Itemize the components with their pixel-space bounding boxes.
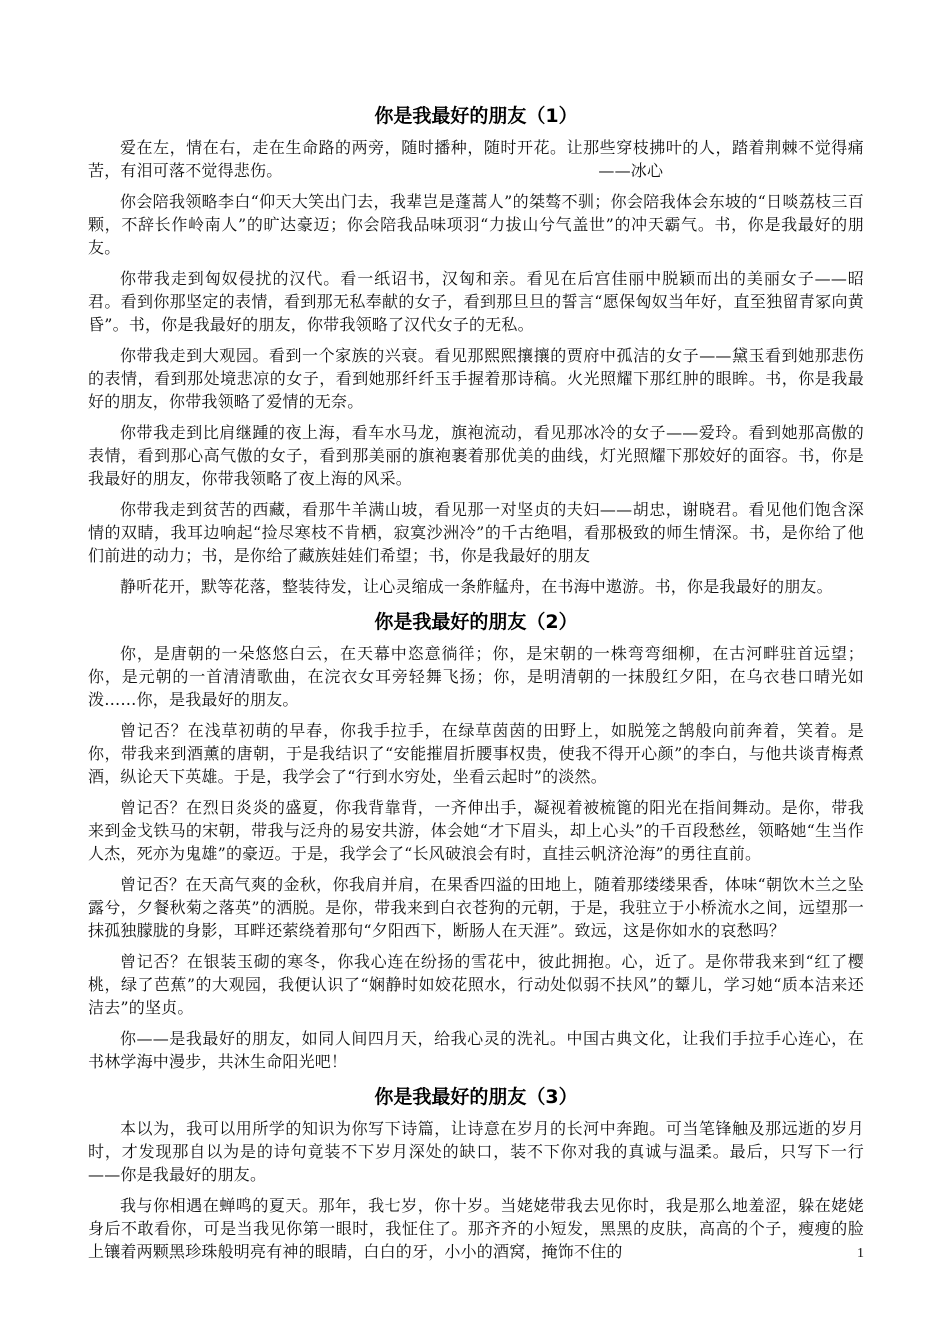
paragraph: 本以为，我可以用所学的知识为你写下诗篇，让诗意在岁月的长河中奔跑。可当笔锋触及那远逝的岁月时，才发现那自以为是的诗句竟装不下岁月深处的缺口，装不下你对我的真诚与温柔。最后，只写下一行——你是我最好的朋友。 — [88, 1119, 864, 1184]
paragraph: 你，是唐朝的一朵悠悠白云，在天幕中恣意徜徉；你，是宋朝的一株弯弯细柳，在古河畔驻首远望；你，是元朝的一首清清歌曲，在浣衣女耳旁轻舞飞扬；你，是明清朝的一抹殷红夕阳，在乌衣巷口晴光如泼……你，是我最好的朋友。 — [88, 644, 864, 709]
paragraph: 你带我走到比肩继踵的夜上海，看车水马龙，旗袍流动，看见那冰冷的女子——爱玲。看到她那高傲的表情，看到那心高气傲的女子，看到那美丽的旗袍裹着那优美的曲线，灯光照耀下那姣好的面容。书，你是我最好的朋友，你带我领略了夜上海的风采。 — [88, 423, 864, 488]
section-title: 你是我最好的朋友（3） — [374, 1086, 578, 1108]
page-number: 1 — [857, 1246, 864, 1261]
section-title: 你是我最好的朋友（1） — [374, 105, 578, 127]
paragraph: 曾记否？在烈日炎炎的盛夏，你我背靠背，一齐伸出手，凝视着被梳篦的阳光在指间舞动。是你，带我来到金戈铁马的宋朝，带我与泛舟的易安共游，体会她“才下眉头，却上心头”的千百段愁丝，领略她“生当作人杰，死亦为鬼雄”的豪迈。于是，我学会了“长风破浪会有时，直挂云帆济沧海”的勇往直前。 — [88, 798, 864, 863]
essay-section-3 — [88, 1085, 864, 1263]
document-page — [88, 0, 864, 1271]
paragraph: 曾记否？在浅草初萌的早春，你我手拉手，在绿草茵茵的田野上，如脱笼之鹄般向前奔着，笑着。是你，带我来到酒薰的唐朝，于是我结识了“安能摧眉折腰事权贵，使我不得开心颜”的李白，与他共谈青梅煮酒，纵论天下英雄。于是，我学会了“行到水穷处，坐看云起时”的淡然。 — [88, 721, 864, 786]
essay-section-1 — [88, 104, 864, 598]
paragraph: 你带我走到贫苦的西藏，看那牛羊满山坡，看见那一对坚贞的夫妇——胡忠，谢晓君。看见他们饱含深情的双睛，我耳边响起“捡尽寒枝不肯栖，寂寞沙洲冷”的千古绝唱，看那极致的师生情深。书，是你给了他们前进的动力；书，是你给了藏族娃娃们希望；书，你是我最好的朋友 — [88, 500, 864, 565]
paragraph: 你会陪我领略李白“仰天大笑出门去，我辈岂是蓬蒿人”的桀骜不驯；你会陪我体会东坡的“日啖荔枝三百颗，不辞长作岭南人”的旷达豪迈；你会陪我品味项羽“力拔山兮气盖世”的冲天霸气。书，你是我最好的朋友。 — [88, 192, 864, 257]
paragraph: 你——是我最好的朋友，如同人间四月天，给我心灵的洗礼。中国古典文化，让我们手拉手心连心，在书林学海中漫步，共沐生命阳光吧！ — [88, 1029, 864, 1071]
paragraph: 你带我走到大观园。看到一个家族的兴衰。看见那熙熙攘攘的贾府中孤洁的女子——黛玉看到她那悲伤的表情，看到那处境悲凉的女子，看到她那纤纤玉手握着那诗稿。火光照耀下那红肿的眼眸。书，你是我最好的朋友，你带我领略了爱情的无奈。 — [88, 346, 864, 411]
paragraph: 爱在左，情在右，走在生命路的两旁，随时播种，随时开花。让那些穿枝拂叶的人，踏着荆棘不觉得痛苦，有泪可落不觉得悲伤。 ——冰心 — [88, 138, 864, 180]
paragraph: 你带我走到匈奴侵扰的汉代。看一纸诏书，汉匈和亲。看见在后宫佳丽中脱颖而出的美丽女子——昭君。看到你那坚定的表情，看到那无私奉献的女子，看到那旦旦的誓言“愿保匈奴当年好，直至独留青冢向黄昏”。书，你是我最好的朋友，你带我领略了汉代女子的无私。 — [88, 269, 864, 334]
section-title: 你是我最好的朋友（2） — [374, 611, 578, 633]
paragraph: 静听花开，默等花落，整装待发，让心灵缩成一条舴艋舟，在书海中遨游。书，你是我最好的朋友。 — [120, 577, 833, 596]
paragraph: 我与你相遇在蝉鸣的夏天。那年，我七岁，你十岁。当姥姥带我去见你时，我是那么地羞涩，躲在姥姥身后不敢看你，可是当我见你第一眼时，我怔住了。那齐齐的小短发，黑黑的皮肤，高高的个子，瘦瘦的脸上镶着两颗黑珍珠般明亮有神的眼睛，白白的牙，小小的酒窝，掩饰不住的 — [88, 1196, 864, 1261]
paragraph: 曾记否？在天高气爽的金秋，你我肩并肩，在果香四溢的田地上，随着那缕缕果香，体味“朝饮木兰之坠露兮，夕餐秋菊之落英”的洒脱。是你，带我来到白衣苍狗的元朝，于是，我驻立于小桥流水之间，远望那一抹孤独朦胧的身影，耳畔还萦绕着那句“夕阳西下，断肠人在天涯”。致远，这是你如水的哀愁吗？ — [88, 875, 864, 940]
essay-section-2 — [88, 610, 864, 1073]
paragraph: 曾记否？在银装玉砌的寒冬，你我心连在纷扬的雪花中，彼此拥抱。心，近了。是你带我来到“红了樱桃，绿了芭蕉”的大观园，我便认识了“娴静时如姣花照水，行动处似弱不扶风”的颦儿，学习她“质本洁来还洁去”的坚贞。 — [88, 952, 864, 1017]
